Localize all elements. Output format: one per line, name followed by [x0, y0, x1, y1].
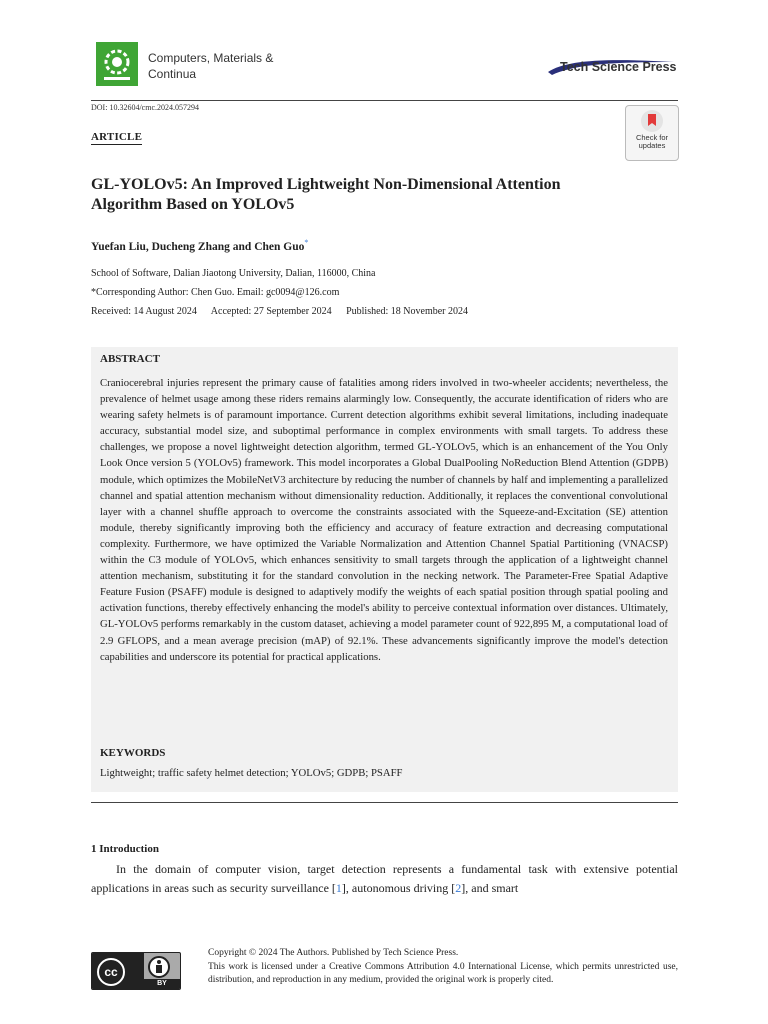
affiliation: School of Software, Dalian Jiaotong University, Dalian, 116000, China	[91, 268, 376, 279]
abstract-text: Craniocerebral injuries represent the primary cause of fatalities among riders involved in two-wheeler accidents; nevertheless, the prevalence of helmet usage among these riders remains alarmingly low. Consequently, the accurate identification of riders who are wearing safety helmets is of paramount importance. Current detection algorithms exhibit several limitations, including inadequate accuracy, substantial model size, and suboptimal performance in complex environments with small targets. To address these challenges, we propose a novel lightweight detection algorithm, termed GL-YOLOv5, which is an enhancement of the You Only Look Once version 5 (YOLOv5) framework. This model incorporates a Global DualPooling NoReduction Blend Attention (GDPB) module, which optimizes the MobileNetV3 architecture by reducing the number of channels by half and implementing a parallelized channel and spatial attention mechanism without dimensionality reduction. Additionally, it replaces the conventional convolutional layer with a channel shuffle approach to overcome the constraints associated with the Squeeze-and-Excitation (SE) attention module, thereby significantly improving both the efficiency and accuracy of feature extraction and decreasing computational complexity. Furthermore, we have optimized the Variable Normalization and Attention Channel Spatial Partitioning (VNACSP) within the C3 module of YOLOv5, which enhances sensitivity to small targets through the application of a lightweight channel attention mechanism, substituting it for the standard convolution in the necking network. The Parameter-Free Spatial Adaptive Feature Fusion (PSAFF) module is designed to adaptively modify the weights of each spatial position through spatial pooling and activation functions, thereby effectively enhancing the model's ability to perceive contextual information over distances. Ultimately, GL-YOLOv5 performs remarkably in the custom dataset, achieving a model parameter count of 922,895 M, a computational load of 2.9 GFLOPS, and a mean average precision (mAP) of 92.1%. These advancements significantly improve the model's detection capabilities and underscore its potential for practical applications.	[100, 377, 668, 663]
check-updates-line1: Check for	[635, 133, 669, 142]
corresponding-mark[interactable]: *	[304, 238, 309, 247]
license-statement: This work is licensed under a Creative Commons Attribution 4.0 International License, which permits unrestricted use, distribution, and reproduction in any medium, provided the original work is properly cited.	[208, 962, 678, 985]
article-type-label: ARTICLE	[91, 131, 143, 143]
paper-title-line1: GL-YOLOv5: An Improved Lightweight Non-Dimensional Attention	[91, 176, 561, 193]
cc-by-license-badge[interactable]	[91, 952, 181, 990]
citation-link-1[interactable]: 1	[335, 881, 342, 895]
journal-name	[148, 50, 273, 82]
check-updates-line2: updates	[638, 141, 666, 150]
authors-text: Yuefan Liu, Ducheng Zhang and Chen Guo	[91, 240, 305, 253]
keywords-list: Lightweight; traffic safety helmet detection; YOLOv5; GDPB; PSAFF	[100, 767, 403, 779]
abstract-divider	[91, 802, 678, 803]
intro-text-1: In the domain of computer vision, target detection represents a fundamental task with extensive potential applications in areas such as security surveillance [	[91, 862, 678, 895]
intro-text-2: ], autonomous driving [	[341, 881, 456, 895]
journal-logo	[96, 42, 138, 86]
corresponding-author: *Corresponding Author: Chen Guo. Email: gc0094@126.com	[91, 287, 340, 298]
attribution-person-icon	[148, 956, 170, 978]
introduction-paragraph	[91, 860, 678, 898]
publisher-name: Tech Science Press	[560, 60, 677, 74]
paper-title	[91, 175, 651, 215]
by-label: BY	[144, 979, 180, 989]
paper-title-line2: Algorithm Based on YOLOv5	[91, 196, 295, 213]
check-for-updates-button[interactable]	[625, 105, 679, 161]
journal-name-line2: Continua	[148, 67, 197, 81]
copyright-notice: Copyright © 2024 The Authors. Published by Tech Science Press.	[208, 948, 459, 958]
journal-name-line1: Computers, Materials &	[148, 51, 274, 65]
keywords-heading: KEYWORDS	[100, 747, 166, 759]
received-date: Received: 14 August 2024	[91, 306, 197, 317]
header-divider	[91, 100, 678, 101]
published-date: Published: 18 November 2024	[346, 306, 469, 317]
author-list	[91, 238, 308, 253]
bookmark-icon	[641, 110, 663, 132]
publisher-logo	[546, 58, 678, 80]
section-heading-introduction: 1 Introduction	[91, 843, 159, 855]
abstract-heading: ABSTRACT	[100, 353, 160, 365]
intro-text-3: ], and smart	[461, 881, 519, 895]
creative-commons-icon: cc	[97, 958, 125, 986]
doi[interactable]: DOI: 10.32604/cmc.2024.057294	[91, 103, 199, 112]
publication-dates	[91, 306, 480, 317]
citation-link-2[interactable]: 2	[455, 881, 462, 895]
accepted-date: Accepted: 27 September 2024	[210, 306, 332, 317]
